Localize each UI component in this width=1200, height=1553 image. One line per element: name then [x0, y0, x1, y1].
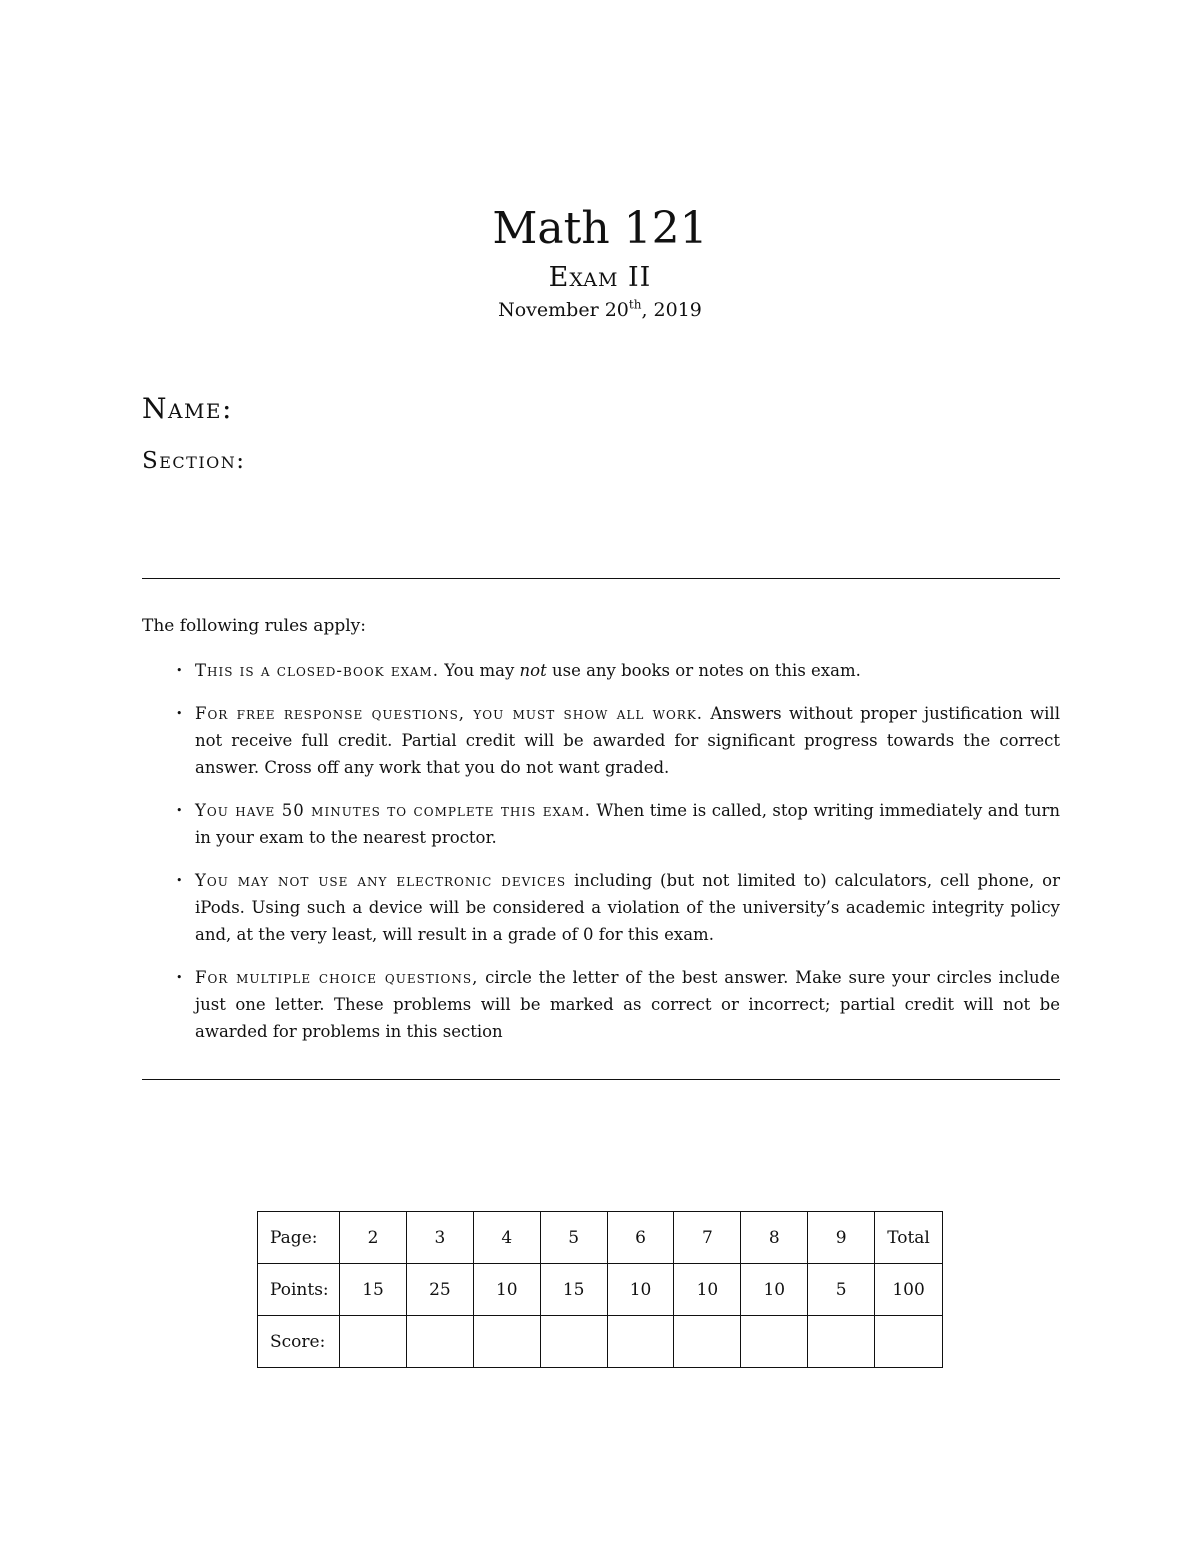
points-cell: 5 — [808, 1264, 875, 1316]
table-row-pages — [258, 1212, 943, 1264]
rule-text: circle the letter of the best answer. Make sure your circles include just one letter. These problems will be marked as correct or incorrect; partial credit will not be awarded for problems in this section — [195, 968, 1060, 1041]
rule-lead: You have 50 minutes to complete this exam. — [195, 801, 591, 820]
top-divider — [142, 578, 1060, 579]
points-cell: 25 — [406, 1264, 473, 1316]
score-table — [257, 1211, 943, 1368]
score-cell — [340, 1316, 407, 1368]
rule-emphasis: not — [519, 661, 547, 680]
rule-text: You may — [438, 661, 520, 680]
rule-text: including (but not limited to) calculators, cell phone, or iPods. Using such a device will be considered a violation of the university’s academic integrity policy and, at the very least, will result in a grade of 0 for this exam. — [195, 871, 1060, 944]
points-cell: 15 — [540, 1264, 607, 1316]
table-row-points — [258, 1264, 943, 1316]
exam-subtitle: Exam II — [548, 262, 652, 293]
score-cell — [406, 1316, 473, 1368]
points-cell: 10 — [473, 1264, 540, 1316]
rule-text: When time is called, stop writing immediately and turn in your exam to the nearest proctor. — [195, 801, 1061, 847]
rule-item — [176, 964, 1060, 1045]
points-cell: 10 — [607, 1264, 674, 1316]
date-ordinal: th — [628, 297, 642, 312]
row-label: Page: — [258, 1212, 340, 1264]
score-cell — [607, 1316, 674, 1368]
rule-text: use any books or notes on this exam. — [546, 661, 861, 680]
title-block — [0, 200, 1200, 322]
points-cell: 10 — [674, 1264, 741, 1316]
rule-item — [176, 867, 1060, 948]
rule-lead: For free response questions, you must show all work. — [195, 704, 704, 723]
rule-lead: For multiple choice questions, — [195, 968, 479, 987]
date-year: , 2019 — [641, 299, 702, 321]
rules-intro: The following rules apply: — [142, 616, 366, 636]
name-field-label: Name: — [142, 392, 233, 425]
page-cell: 9 — [808, 1212, 875, 1264]
score-cell — [808, 1316, 875, 1368]
table-row-scores — [258, 1316, 943, 1368]
points-total: 100 — [875, 1264, 943, 1316]
date-main: November 20 — [498, 299, 629, 321]
section-field-label: Section: — [142, 448, 246, 474]
row-label: Score: — [258, 1316, 340, 1368]
score-cell — [674, 1316, 741, 1368]
page-cell: 2 — [340, 1212, 407, 1264]
rule-lead: This is a closed-book exam. — [195, 661, 439, 680]
page-cell: 3 — [406, 1212, 473, 1264]
rule-lead: You may not use any electronic devices — [195, 871, 567, 890]
score-cell — [540, 1316, 607, 1368]
page-cell: 8 — [741, 1212, 808, 1264]
rule-item — [176, 700, 1060, 781]
page-cell: 7 — [674, 1212, 741, 1264]
exam-date — [0, 298, 1200, 322]
course-title: Math 121 — [492, 203, 708, 254]
rule-text: Answers without proper justification will not receive full credit. Partial credit will be awarded for significant progress towards the correct answer. Cross off any work that you do not want graded. — [195, 704, 1060, 777]
page-cell: 6 — [607, 1212, 674, 1264]
score-cell — [473, 1316, 540, 1368]
bottom-divider — [142, 1079, 1060, 1080]
page-cell: 5 — [540, 1212, 607, 1264]
score-total — [875, 1316, 943, 1368]
points-cell: 15 — [340, 1264, 407, 1316]
points-cell: 10 — [741, 1264, 808, 1316]
score-cell — [741, 1316, 808, 1368]
page-total-header: Total — [875, 1212, 943, 1264]
rule-item — [176, 657, 1060, 684]
rules-list — [176, 657, 1060, 1061]
rule-item — [176, 797, 1060, 851]
page-cell: 4 — [473, 1212, 540, 1264]
row-label: Points: — [258, 1264, 340, 1316]
